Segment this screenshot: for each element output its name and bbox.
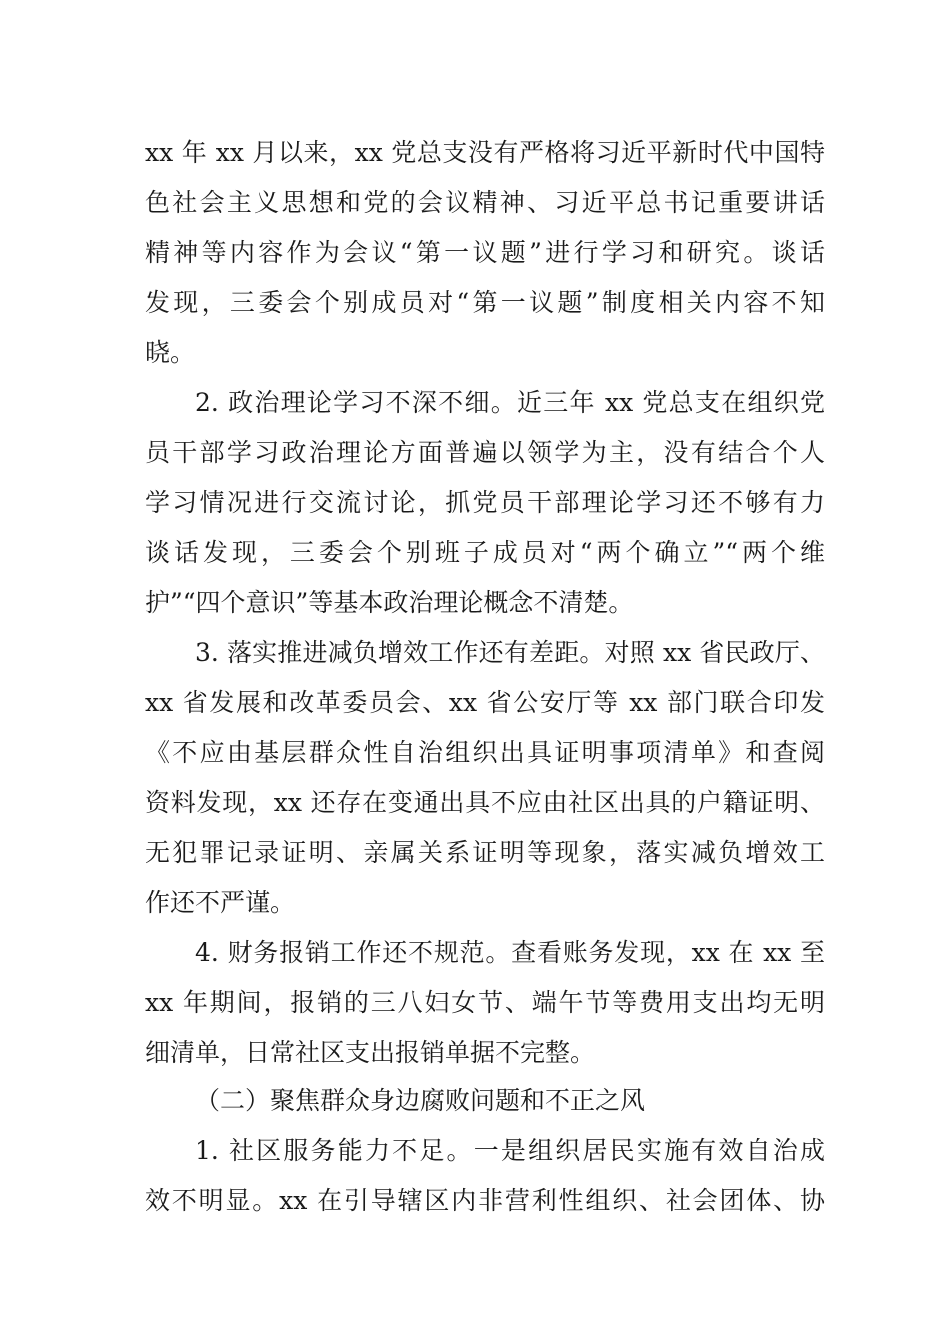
text-line-5: 晓。	[145, 338, 196, 367]
text-line-9: 谈话发现，三委会个别班子成员对“两个确立”“两个维	[145, 538, 825, 567]
text-line-18: xx 年期间，报销的三八妇女节、端午节等费用支出均无明	[145, 988, 825, 1017]
text-line-8: 学习情况进行交流讨论，抓党员干部理论学习还不够有力	[145, 488, 825, 517]
text-line-2: 色社会主义思想和党的会议精神、习近平总书记重要讲话	[145, 188, 825, 217]
text-line-22: 效不明显。xx 在引导辖区内非营利性组织、社会团体、协	[145, 1186, 825, 1215]
text-line-3: 精神等内容作为会议“第一议题”进行学习和研究。谈话	[145, 238, 825, 267]
text-line-12: xx 省发展和改革委员会、xx 省公安厅等 xx 部门联合印发	[145, 688, 825, 717]
text-line-6: 2. 政治理论学习不深不细。近三年 xx 党总支在组织党	[195, 388, 825, 417]
text-line-10: 护”“四个意识”等基本政治理论概念不清楚。	[145, 588, 634, 617]
text-line-16: 作还不严谨。	[145, 888, 296, 917]
text-line-4: 发现，三委会个别成员对“第一议题”制度相关内容不知	[145, 288, 825, 317]
text-line-17: 4. 财务报销工作还不规范。查看账务发现，xx 在 xx 至	[195, 938, 825, 967]
text-line-13: 《不应由基层群众性自治组织出具证明事项清单》和查阅	[145, 738, 825, 767]
text-line-19: 细清单，日常社区支出报销单据不完整。	[145, 1038, 596, 1067]
text-line-14: 资料发现，xx 还存在变通出具不应由社区出具的户籍证明、	[145, 788, 825, 817]
text-line-11: 3. 落实推进减负增效工作还有差距。对照 xx 省民政厅、	[195, 638, 825, 667]
section-heading: （二）聚焦群众身边腐败问题和不正之风	[195, 1086, 646, 1115]
text-line-1: xx 年 xx 月以来，xx 党总支没有严格将习近平新时代中国特	[145, 138, 825, 167]
text-line-21: 1. 社区服务能力不足。一是组织居民实施有效自治成	[195, 1136, 825, 1165]
text-line-15: 无犯罪记录证明、亲属关系证明等现象，落实减负增效工	[145, 838, 825, 867]
text-line-7: 员干部学习政治理论方面普遍以领学为主，没有结合个人	[145, 438, 825, 467]
